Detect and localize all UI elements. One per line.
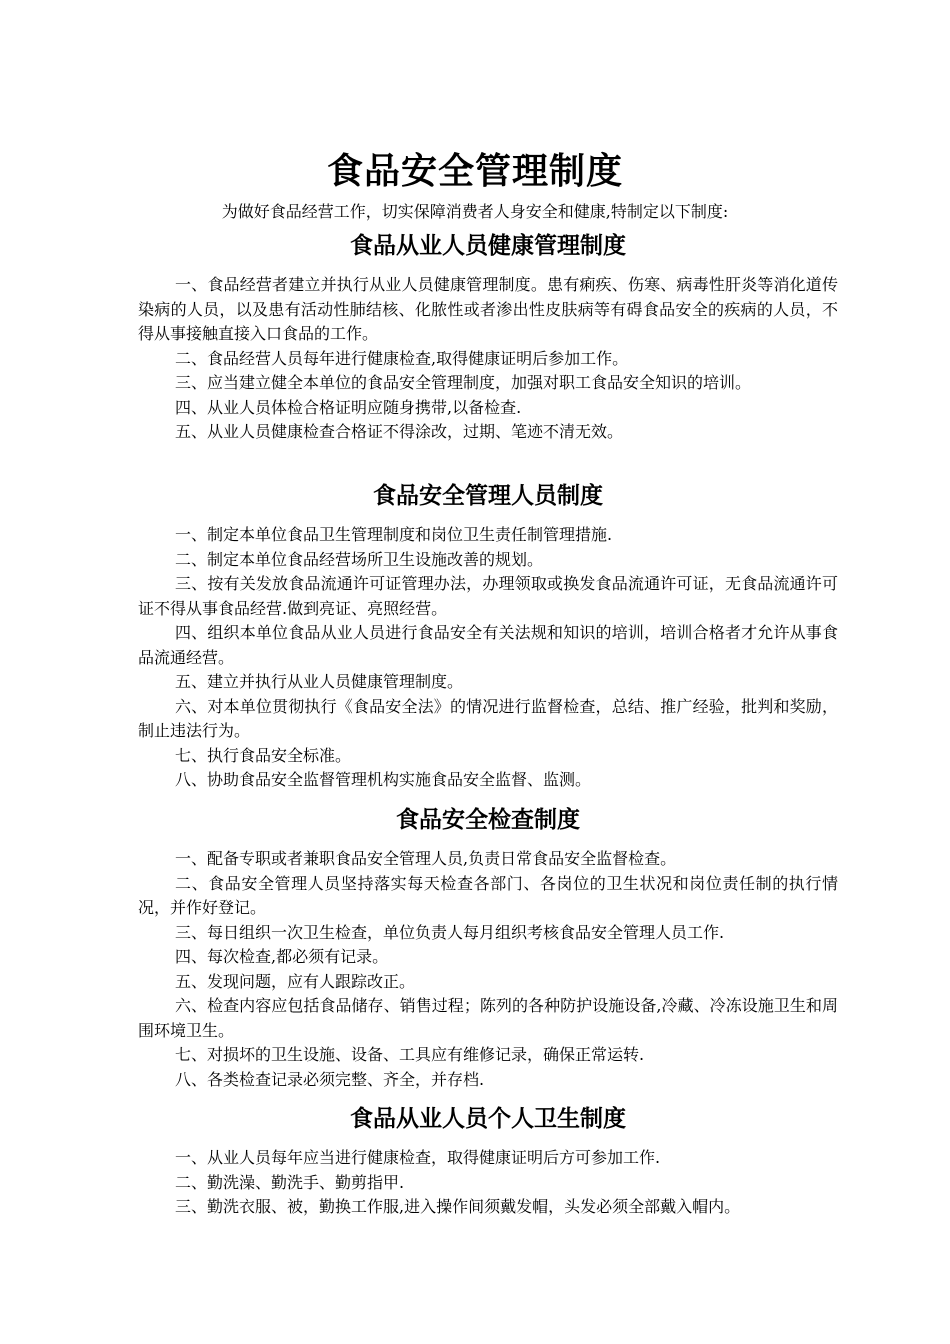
list-item: 四、组织本单位食品从业人员进行食品安全有关法规和知识的培训，培训合格者才允许从事食品流通经营。 <box>138 623 838 667</box>
list-item: 八、协助食品安全监督管理机构实施食品安全监督、监测。 <box>175 770 592 789</box>
section-title: 食品安全管理人员制度 <box>373 483 603 509</box>
list-item: 一、制定本单位食品卫生管理制度和岗位卫生责任制管理措施. <box>175 525 613 544</box>
list-item: 一、从业人员每年应当进行健康检查，取得健康证明后方可参加工作. <box>175 1148 661 1167</box>
list-item: 六、对本单位贯彻执行《食品安全法》的情况进行监督检查，总结、推广经验，批判和奖励，制止违法行为。 <box>138 696 838 740</box>
document-intro: 为做好食品经营工作，切实保障消费者人身安全和健康,特制定以下制度: <box>221 202 729 221</box>
list-item: 二、制定本单位食品经营场所卫生设施改善的规划。 <box>175 549 544 569</box>
list-item: 五、建立并执行从业人员健康管理制度。 <box>175 672 464 691</box>
document-title: 食品安全管理制度 <box>326 151 623 192</box>
list-item: 五、从业人员健康检查合格证不得涂改，过期、笔迹不清无效。 <box>175 422 624 441</box>
list-item: 六、检查内容应包括食品储存、销售过程；陈列的各种防护设施设备,冷藏、冷冻设施卫生和周围环境卫生。 <box>138 996 838 1040</box>
list-item: 二、食品经营人员每年进行健康检查,取得健康证明后参加工作。 <box>175 348 629 368</box>
list-item: 四、从业人员体检合格证明应随身携带,以备检查. <box>175 397 522 417</box>
list-item: 二、食品安全管理人员坚持落实每天检查各部门、各岗位的卫生状况和岗位责任制的执行情况，并作好登记。 <box>138 873 838 917</box>
list-item: 四、每次检查,都必须有记录。 <box>175 947 389 966</box>
section-safety-inspection <box>138 803 838 1092</box>
section-safety-personnel <box>138 479 838 793</box>
section-personal-hygiene <box>138 1102 838 1220</box>
list-item: 一、食品经营者建立并执行从业人员健康管理制度。患有痢疾、伤寒、病毒性肝炎等消化道传染病的人员，以及患有活动性肺结核、化脓性或者渗出性皮肤病等有碍食品安全的疾病的人员，不得从事接触直接入口食品的工作。 <box>138 275 838 343</box>
list-item: 八、各类检查记录必须完整、齐全，并存档. <box>175 1069 485 1089</box>
section-title: 食品从业人员健康管理制度 <box>350 233 626 259</box>
section-title: 食品从业人员个人卫生制度 <box>350 1106 626 1132</box>
list-item: 三、按有关发放食品流通许可证管理办法，办理领取或换发食品流通许可证，无食品流通许可证不得从事食品经营.做到亮证、亮照经营。 <box>138 574 838 618</box>
list-item: 三、应当建立健全本单位的食品安全管理制度，加强对职工食品安全知识的培训。 <box>175 373 752 392</box>
list-item: 七、执行食品安全标准。 <box>175 745 352 765</box>
list-item: 三、每日组织一次卫生检查，单位负责人每月组织考核食品安全管理人员工作. <box>175 922 725 942</box>
list-item: 七、对损坏的卫生设施、设备、工具应有维修记录，确保正常运转. <box>175 1045 645 1064</box>
section-health-management <box>138 229 838 445</box>
list-item: 一、配备专职或者兼职食品安全管理人员,负责日常食品安全监督检查。 <box>175 849 677 868</box>
section-title: 食品安全检查制度 <box>396 807 580 833</box>
list-item: 二、勤洗澡、勤洗手、勤剪指甲. <box>175 1172 405 1192</box>
list-item: 三、勤洗衣服、被，勤换工作服,进入操作间须戴发帽，头发必须全部戴入帽内。 <box>175 1197 741 1216</box>
list-item: 五、发现问题，应有人跟踪改正。 <box>175 971 416 991</box>
